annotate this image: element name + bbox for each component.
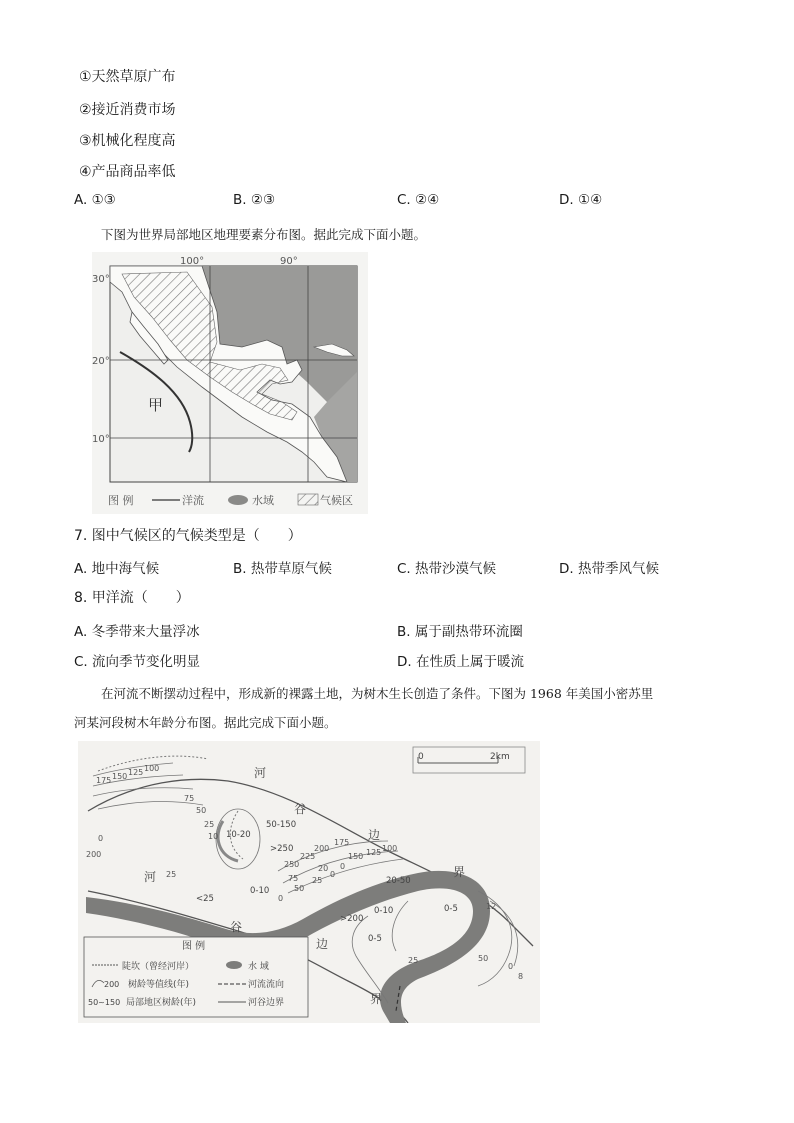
legend-water-2: 水 域 [248,962,269,972]
legend-scarp: 陡坎（曾经河岸） [122,962,195,972]
intro-map2-line1: 在河流不断摆动过程中，形成新的裸露土地，为树木生长创造了条件。下图为 1968 年美国小密苏里 [101,686,654,701]
lon-label-100: 100° [180,256,205,267]
region-label: 50-150 [266,820,297,830]
valley-char: 界 [453,865,466,879]
valley-char: 边 [316,937,329,951]
legend-isoline: 树龄等值线(年) [128,980,190,990]
q8-option-b: B. 属于副热带环流圈 [397,624,523,640]
region-label: >200 [340,914,364,924]
q8-option-d: D. 在性质上属于暖流 [397,654,524,670]
oxbow [218,821,238,861]
valley-char: 界 [370,992,383,1006]
valley-char: 谷 [294,802,307,816]
q6-option-c: C. ②④ [397,192,440,208]
isoline-label: 50 [196,806,207,815]
isoline-label: 250 [284,860,300,869]
q6-option-a: A. ①③ [74,192,116,208]
region-label: 0-10 [250,886,270,896]
map-central-america [92,252,368,514]
isoline-label: 12 [486,902,497,911]
isoline-label: 20 [318,864,329,873]
legend-title: 图 例 [108,494,134,507]
q8-stem: 8. 甲洋流（ ） [74,590,190,606]
legend-region: 局部地区树龄(年) [126,998,197,1008]
legend-hatch-icon [298,494,318,505]
q6-item-2: ②接近消费市场 [79,102,176,118]
intro-map2-line2: 河某河段树木年龄分布图。据此完成下面小题。 [74,715,337,730]
q6-option-d: D. ①④ [559,192,603,208]
lat-label-10: 10° [92,434,110,445]
isoline-label: 0 [340,862,346,871]
q7-stem: 7. 图中气候区的气候类型是（ ） [74,528,302,544]
region-label: 0-10 [374,906,394,916]
scale-2km: 2km [490,752,510,762]
lon-label-90: 90° [280,256,298,267]
q6-item-3: ③机械化程度高 [79,133,176,149]
region-label: 20-50 [386,876,411,886]
legend-water-icon [228,495,248,505]
valley-char: 河 [144,870,157,884]
isoline-label: 125 [366,848,382,857]
legend-flow: 河流流向 [248,980,285,990]
isoline-label: 25 [312,876,323,885]
intro-map1: 下图为世界局部地区地理要素分布图。据此完成下面小题。 [101,227,427,242]
isoline-label: 25 [408,956,419,965]
q6-option-b: B. ②③ [233,192,276,208]
map-river-tree-age [78,741,540,1023]
legend-climate: 气候区 [320,494,353,507]
isoline-label: 225 [300,852,316,861]
isoline-label: 150 [112,772,128,781]
region-label: 0-5 [444,904,458,914]
isoline-label: 150 [348,852,364,861]
legend-water: 水域 [252,494,274,507]
q8-option-a: A. 冬季带来大量浮冰 [74,624,200,640]
isoline-label: 0 [330,870,336,879]
scale-zero: 0 [418,752,424,762]
isoline-label: 175 [96,776,112,785]
isoline-label: 100 [382,844,398,853]
q7-option-c: C. 热带沙漠气候 [397,561,497,577]
isoline-label: 50 [478,954,489,963]
isoline-label: 25 [166,870,177,879]
region-label: >250 [270,844,294,854]
isoline-label: 75 [288,874,299,883]
region-label: 0-5 [368,934,382,944]
isoline-label: 200 [314,844,330,853]
lat-label-30: 30° [92,274,110,285]
legend-current: 洋流 [182,494,204,507]
q8-option-c: C. 流向季节变化明显 [74,654,201,670]
isoline-label: 0 [98,834,104,843]
current-label: 甲 [148,396,164,414]
isoline-label: 25 [204,820,215,829]
isoline-label: 0 [508,962,514,971]
q7-option-b: B. 热带草原气候 [233,561,332,577]
legend-title-2: 图 例 [182,941,206,952]
q6-item-4: ④产品商品率低 [79,164,176,180]
legend-valley: 河谷边界 [248,998,285,1008]
isoline-label: 50 [294,884,305,893]
isoline-label: 200 [86,850,102,859]
isoline-label: 125 [128,768,144,777]
lat-label-20: 20° [92,356,110,367]
region-label: <25 [196,894,214,904]
legend-isoline-sample: 200 [104,980,120,989]
region-label: 10-20 [226,830,251,840]
isoline-label: 0 [278,894,284,903]
valley-char: 谷 [230,920,243,934]
valley-char: 河 [254,766,267,780]
q7-option-a: A. 地中海气候 [74,561,160,577]
valley-char: 边 [368,828,381,842]
legend-water-icon-2 [226,961,242,969]
isoline-label: 8 [518,972,524,981]
isoline-label: 10 [208,832,219,841]
isoline-label: 100 [144,764,160,773]
isoline-label: 175 [334,838,350,847]
q6-item-1: ①天然草原广布 [79,69,176,85]
q7-option-d: D. 热带季风气候 [559,561,659,577]
legend-region-sample: 50~150 [88,998,121,1007]
isoline-label: 75 [184,794,195,803]
